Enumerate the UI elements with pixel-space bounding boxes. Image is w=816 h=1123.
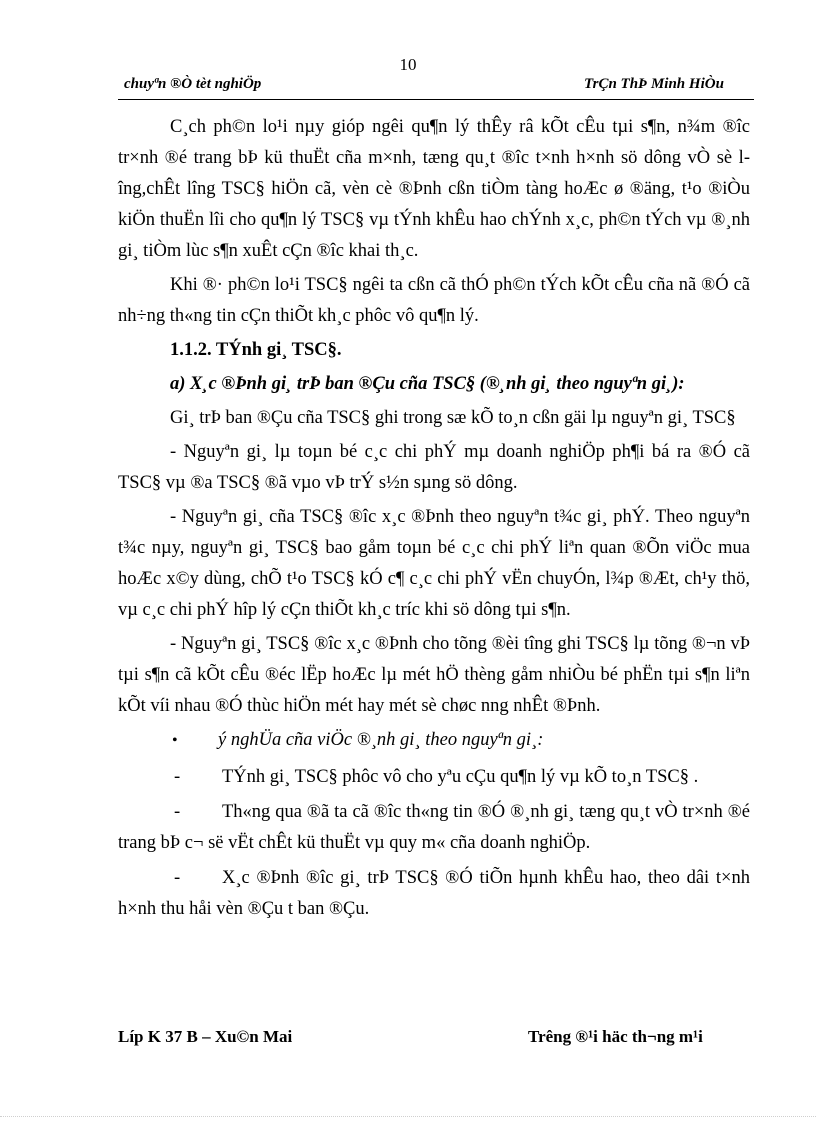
dash-icon: - [174,868,181,888]
paragraph-definition: - Nguyªn gi¸ lµ toµn bé c¸c chi phÝ mµ doanh nghiÖp ph¶i bá ra ®Ó cã TSC§ vµ ®a TSC§ ®ã vµo vÞ trÝ s½n sµng sö dông. [118,442,750,493]
paragraph-original-cost: Gi¸ trÞ ban ®Çu cña TSC§ ghi trong sæ kÕ to¸n cßn gäi lµ nguyªn gi¸ TSC§ [170,408,736,428]
footer-school: Trêng ®¹i häc th¬ng m¹i [528,1027,703,1046]
dash-item [118,863,750,925]
section-heading: 1.1.2. TÝnh gi¸ TSC§. [170,340,342,360]
footer-class: Líp K 37 B – Xu©n Mai [118,1027,293,1046]
document-body [118,112,750,929]
bullet-icon: • [172,732,178,749]
paragraph-object: - Nguyªn gi¸ TSC§ ®îc x¸c ®Þnh cho tõng ®èi tîng ghi TSC§ lµ tõng ®¬n vÞ tµi s¶n cã kÕt cÊu ®éc lËp hoÆc lµ mét hÖ thèng gåm nhiÒu bé phËn tµi s¶n liªn kÕt víi nhau ®Ó thùc hiÖn mét hay mét sè chøc nng nhÊt ®Þnh. [118,634,750,716]
paragraph-structure: Khi ®· ph©n lo¹i TSC§ ngêi ta cßn cã thÓ ph©n tÝch kÕt cÊu cña nã ®Ó cã nh÷ng th«ng tin cÇn thiÕt kh¸c phôc vô qu¶n lý. [118,275,750,326]
dash-icon: - [174,802,181,822]
page-bottom-rule [0,1116,816,1117]
dash-item [118,762,750,793]
paragraph-principle: - Nguyªn gi¸ cña TSC§ ®îc x¸c ®Þnh theo nguyªn t¾c gi¸ phÝ. Theo nguyªn t¾c nµy, nguyªn gi¸ TSC§ bao gåm toµn bé c¸c chi phÝ liªn quan ®Õn viÖc mua hoÆc x©y dùng, chÕ t¹o TSC§ kÓ c¶ c¸c chi phÝ vËn chuyÓn, l¾p ®Æt, ch¹y thö, vµ c¸c chi phÝ hîp lý cÇn thiÕt kh¸c tríc khi sö dông tµi s¶n. [118,507,750,620]
dash-icon: - [174,767,181,787]
bullet-text: ý nghÜa cña viÖc ®¸nh gi¸ theo nguyªn gi¸: [218,730,544,750]
dash-item [118,797,750,859]
header-left-title: chuyªn ®Ò tèt nghiÖp [124,76,262,92]
dash-item-text: TÝnh gi¸ TSC§ phôc vô cho yªu cÇu qu¶n lý vµ kÕ to¸n TSC§ . [222,767,699,787]
paragraph-classification: C¸ch ph©n lo¹i nµy gióp ngêi qu¶n lý thÊy râ kÕt cÊu tµi s¶n, n¾m ®îc tr×nh ®é trang bÞ kü thuËt cña m×nh, tæng qu¸t ®îc t×nh h×nh sö dông vÒ sè lîng,chÊt lîng TSC§ hiÖn cã, vèn cè ®Þnh cßn tiÒm tàng hoÆc ø ®äng, t¹o ®iÒu kiÖn thuËn lîi cho qu¶n lý TSC§ vµ tÝnh khÊu hao chÝnh x¸c, ph©n tÝch vµ ®¸nh gi¸ tiÒm lùc s¶n xuÊt cÇn ®îc khai th¸c. [118,117,750,261]
dash-item-text: X¸c ®Þnh ®îc gi¸ trÞ TSC§ ®Ó tiÕn hµnh khÊu hao, theo dâi t×nh h×nh thu håi vèn ®Çu t ban ®Çu. [118,868,750,919]
page-number: 10 [399,55,417,74]
header-author: TrÇn ThÞ Minh HiÒu [584,76,724,92]
dash-item-text: Th«ng qua ®ã ta cã ®îc th«ng tin ®Ó ®¸nh gi¸ tæng qu¸t vÒ tr×nh ®é trang bÞ c¬ së vËt chÊt kü thuËt vµ quy m« cña doanh nghiÖp. [118,802,750,853]
subsection-heading: a) X¸c ®Þnh gi¸ trÞ ban ®Çu cña TSC§ (®¸nh gi¸ theo nguyªn gi¸): [170,374,685,394]
bullet-item [118,725,750,756]
header-rule [118,99,754,100]
